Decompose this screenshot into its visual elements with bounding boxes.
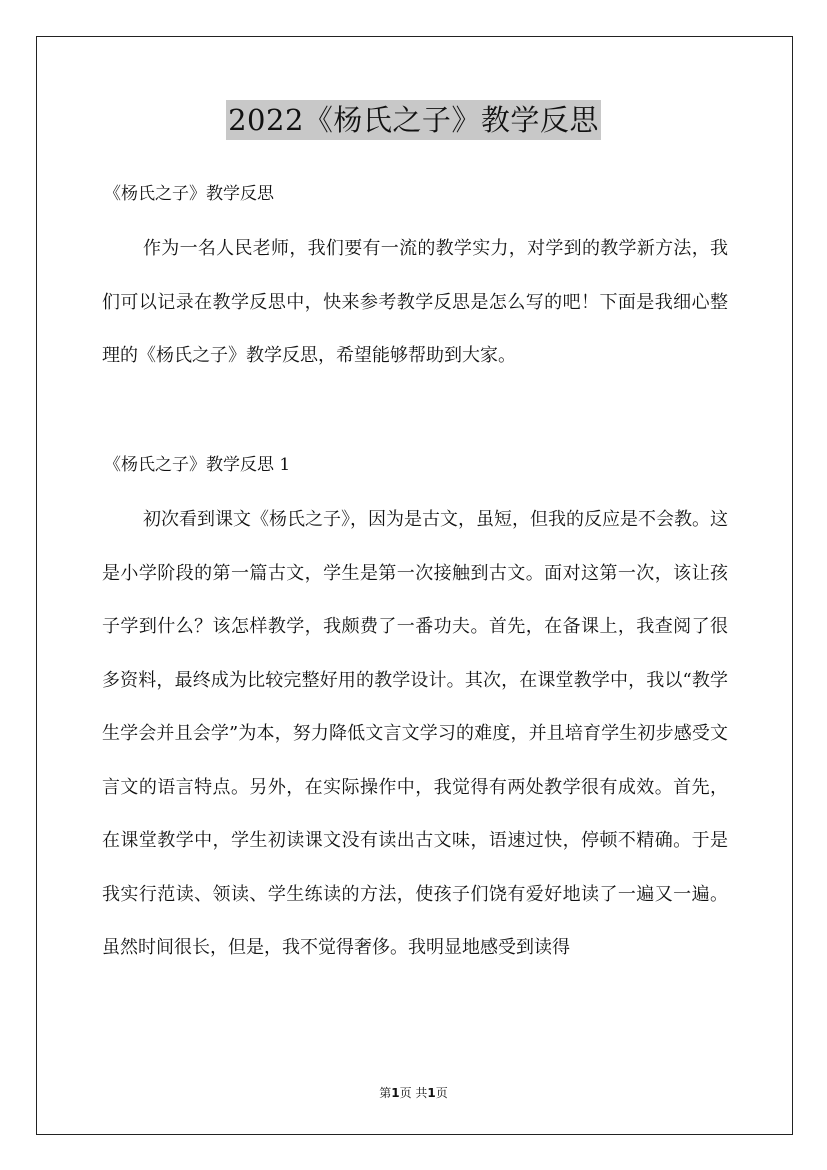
footer-page-suffix: 页 — [435, 1086, 448, 1100]
footer-page-total: 1 — [427, 1086, 436, 1100]
footer-page-prefix: 第 — [379, 1086, 392, 1100]
intro-paragraph: 作为一名人民老师，我们要有一流的教学实力，对学到的教学新方法，我们可以记录在教学反思中，快来参考教学反思是怎么写的吧！下面是我细心整理的《杨氏之子》教学反思，希望能够帮助到大家。 — [102, 238, 728, 366]
page-footer — [0, 1084, 827, 1101]
footer-page-current: 1 — [391, 1086, 400, 1100]
section-heading: 《杨氏之子》教学反思 1 — [104, 455, 291, 475]
document-title: 2022《杨氏之子》教学反思 — [226, 100, 601, 140]
title-wrapper — [0, 100, 827, 140]
section-body-paragraph: 初次看到课文《杨氏之子》，因为是古文，虽短，但我的反应是不会教。这是小学阶段的第一篇古文，学生是第一次接触到古文。面对这第一次，该让孩子学到什么？该怎样教学，我颇费了一番功夫。首先，在备课上，我查阅了很多资料，最终成为比较完整好用的教学设计。其次，在课堂教学中，我以“教学生学会并且会学”为本，努力降低文言文学习的难度，并且培育学生初步感受文言文的语言特点。另外，在实际操作中，我觉得有两处教学很有成效。首先，在课堂教学中，学生初读课文没有读出古文味，语速过快，停顿不精确。于是我实行范读、领读、学生练读的方法，使孩子们饶有爱好地读了一遍又一遍。虽然时间很长，但是，我不觉得奢侈。我明显地感受到读得 — [102, 509, 728, 958]
footer-page-mid: 页 共 — [399, 1086, 428, 1100]
document-subtitle: 《杨氏之子》教学反思 — [104, 184, 274, 204]
